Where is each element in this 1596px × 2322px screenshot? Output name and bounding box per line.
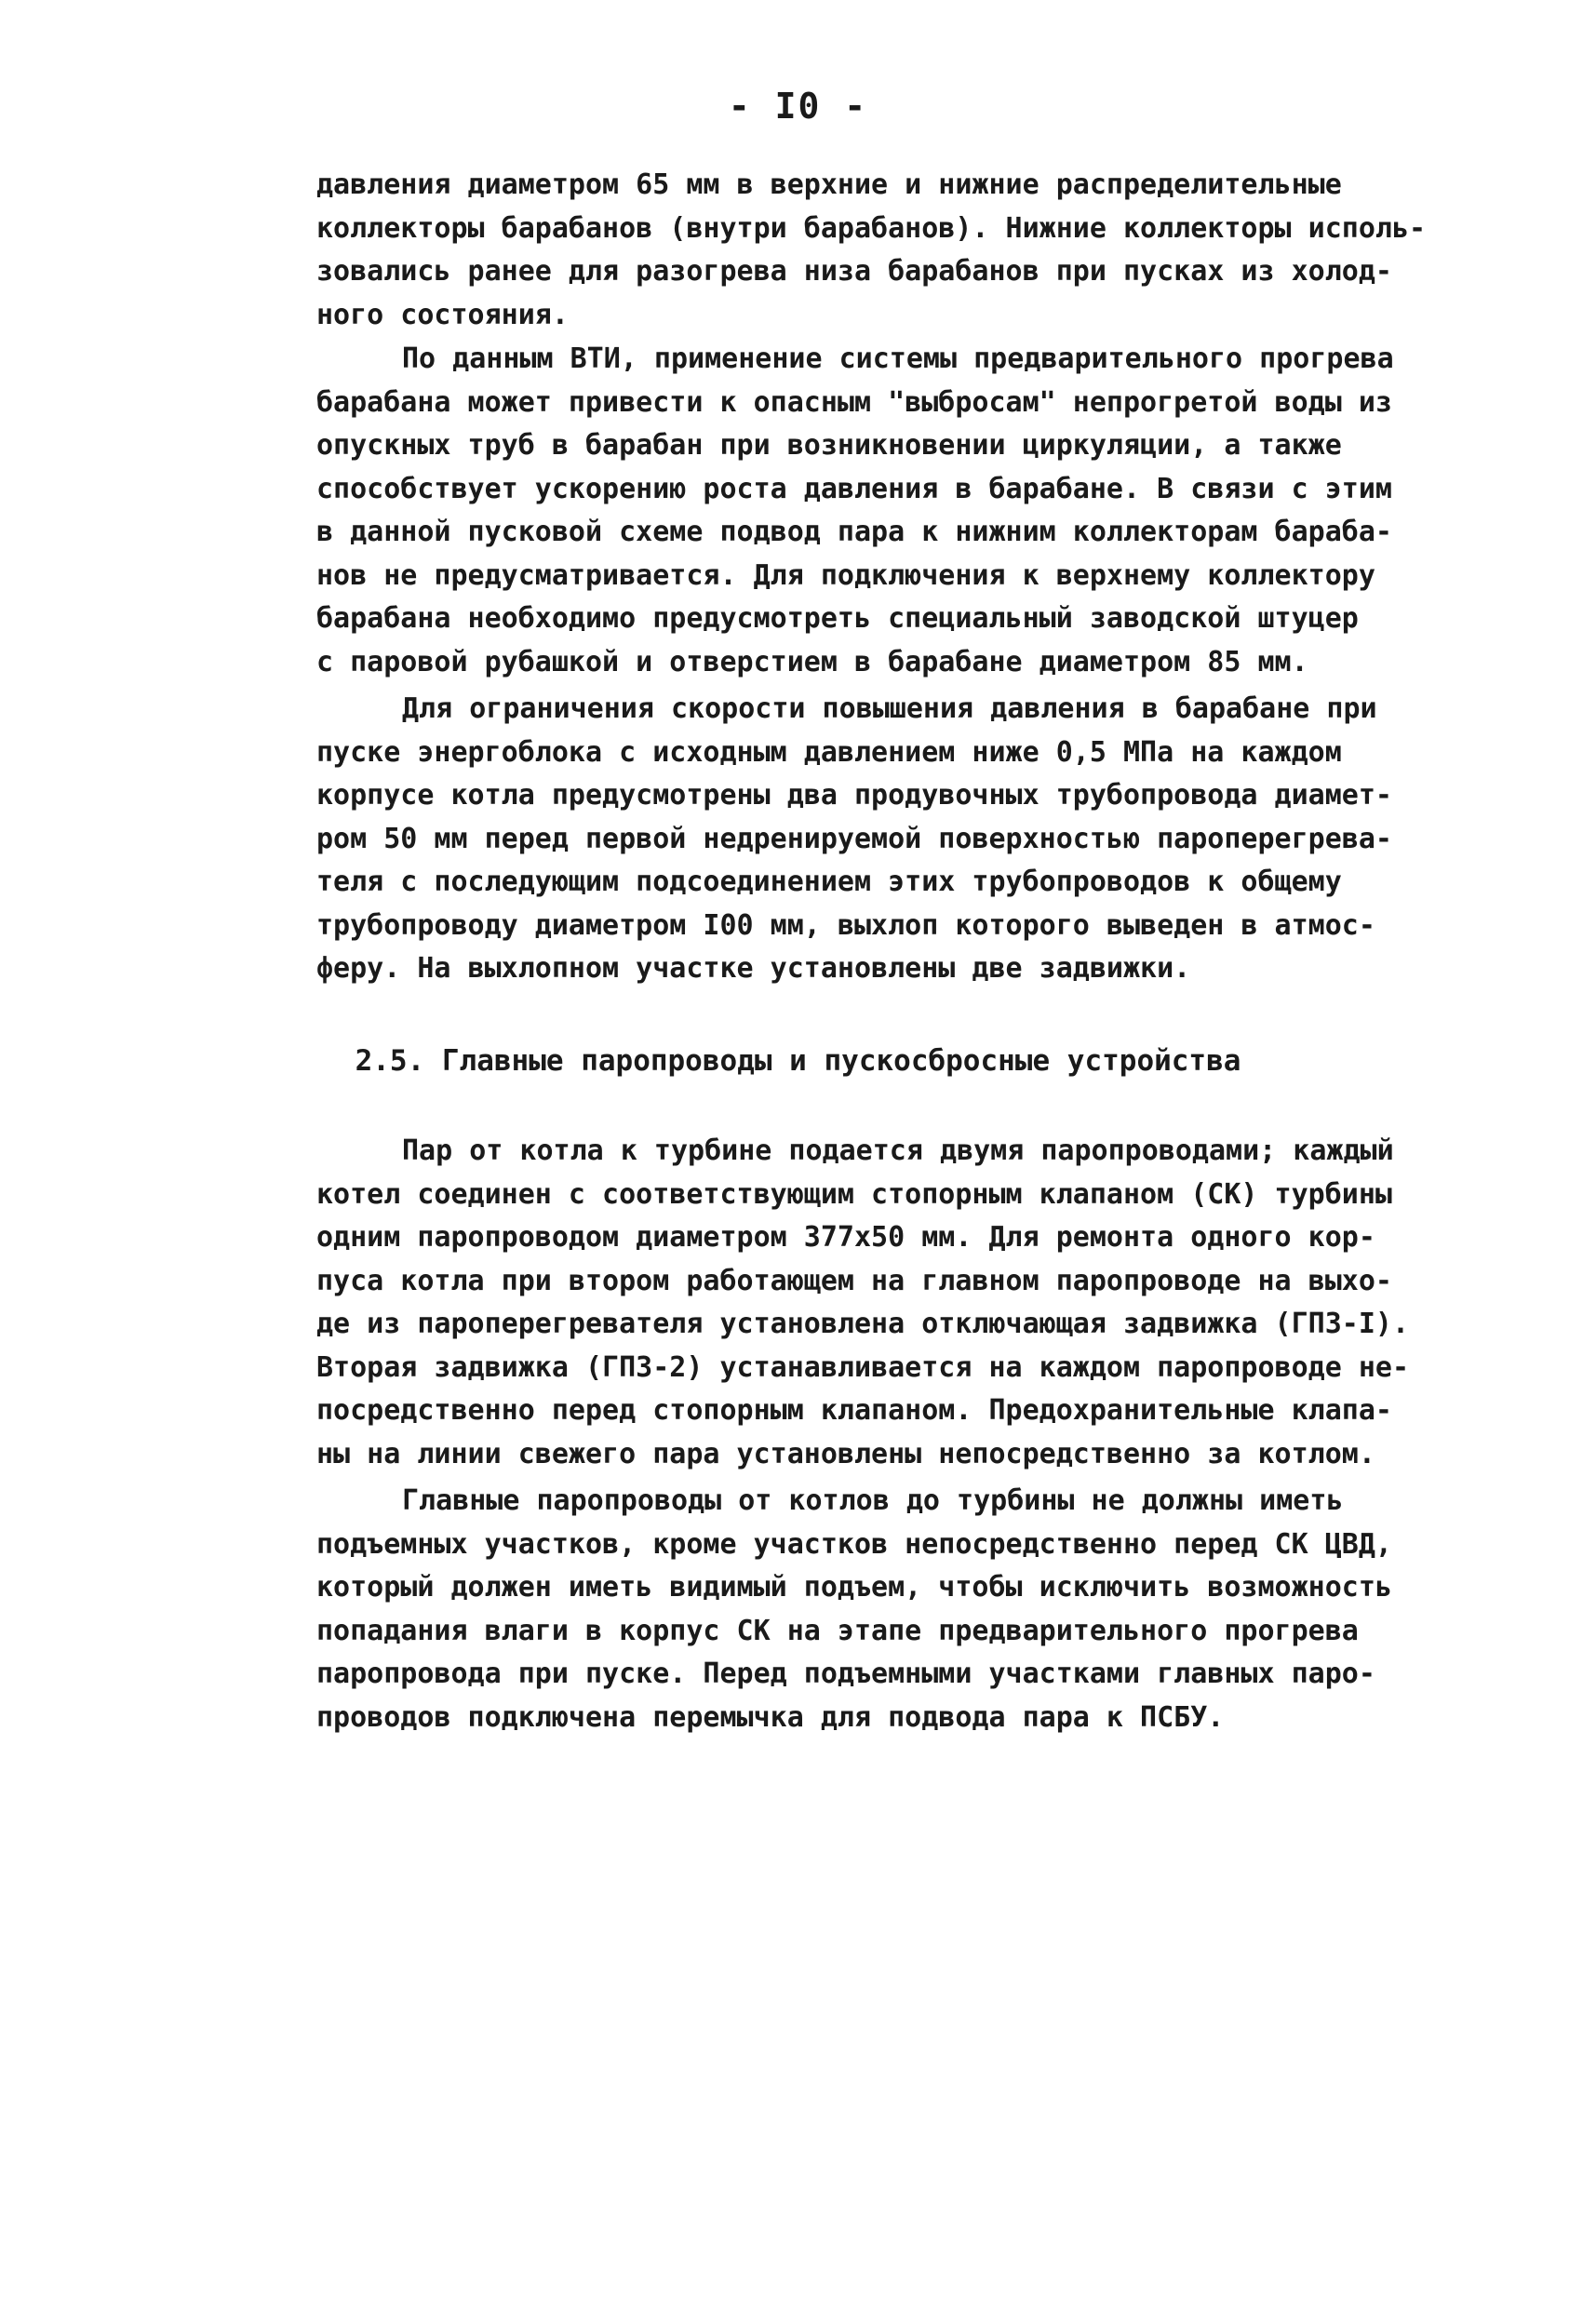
text-line: пуса котла при втором работающем на главном паропроводе на выхо- (316, 1264, 1392, 1297)
text-line: давления диаметром 65 мм в верхние и нижние распределительные (316, 168, 1342, 201)
text-line: одним паропроводом диаметром 377х50 мм. Для ремонта одного кор- (316, 1221, 1375, 1254)
text-line: подъемных участков, кроме участков непосредственно перед СК ЦВД, (316, 1527, 1392, 1561)
text-line: ного состояния. (316, 298, 569, 331)
text-line: пуске энергоблока с исходным давлением ниже 0,5 МПа на каждом (316, 735, 1342, 769)
text-line: теля с последующим подсоединением этих трубопроводов к общему (316, 866, 1342, 898)
text-line: корпусе котла предусмотрены два продувочных трубопровода диамет- (316, 779, 1392, 812)
text-line: с паровой рубашкой и отверстием в барабане диаметром 85 мм. (316, 645, 1308, 678)
text-line: паропровода при пуске. Перед подъемными участками главных паро- (316, 1658, 1375, 1690)
text-line: котел соединен с соответствующим стопорным клапаном (СК) турбины (316, 1177, 1392, 1211)
text-line: барабана может привести к опасным "выбросам" непрогретой воды из (316, 385, 1392, 419)
text-line: ром 50 мм перед первой недренируемой поверхностью пароперегрева- (316, 822, 1392, 855)
text-line: Главные паропроводы от котлов до турбины не должны иметь (402, 1484, 1344, 1517)
text-line: Вторая задвижка (ГПЗ-2) устанавливается на каждом паропроводе не- (316, 1350, 1409, 1384)
text-line: нов не предусматривается. Для подключения к верхнему коллектору (316, 558, 1375, 592)
text-line: феру. На выхлопном участке установлены две задвижки. (316, 952, 1191, 985)
text-line: зовались ранее для разогрева низа барабанов при пусках из холод- (316, 255, 1392, 288)
text-line: де из пароперегревателя установлена отключающая задвижка (ГПЗ-I). (316, 1308, 1409, 1340)
text-line: в данной пусковой схеме подвод пара к нижним коллекторам бараба- (316, 516, 1392, 548)
text-line: ны на линии свежего пара установлены непосредственно за котлом. (316, 1437, 1375, 1470)
paragraph-lifting-sections (316, 1480, 1489, 1739)
paragraph-vti (316, 338, 1489, 684)
paragraph-continuation (316, 164, 1489, 337)
text-line: Для ограничения скорости повышения давления в барабане при (402, 692, 1377, 725)
paragraph-main-steam-lines (316, 1130, 1489, 1476)
text-line: который должен иметь видимый подъем, чтобы исключить возможность (316, 1571, 1392, 1604)
text-line: проводов подключена перемычка для подвода пара к ПСБУ. (316, 1700, 1225, 1734)
paragraph-pressure-limit (316, 688, 1489, 991)
text-line: коллекторы барабанов (внутри барабанов). Нижние коллекторы исполь- (316, 211, 1427, 245)
text-line: попадания влаги в корпус СК на этапе предварительного прогрева (316, 1614, 1359, 1647)
text-line: По данным ВТИ, применение системы предварительного прогрева (402, 342, 1394, 375)
text-line: трубопроводу диаметром I00 мм, выхлоп которого выведен в атмос- (316, 908, 1375, 942)
text-line: посредственно перед стопорным клапаном. Предохранительные клапа- (316, 1394, 1392, 1427)
text-line: способствует ускорению роста давления в барабане. В связи с этим (316, 472, 1392, 505)
text-line: Пар от котла к турбине подается двумя паропроводами; каждый (402, 1134, 1394, 1167)
text-line: барабана необходимо предусмотреть специальный заводской штуцер (316, 602, 1359, 635)
page-number: - I0 - (728, 86, 868, 127)
section-heading: 2.5. Главные паропроводы и пускосбросные устройства (355, 1044, 1241, 1078)
text-line: опускных труб в барабан при возникновении циркуляции, а также (316, 429, 1342, 462)
